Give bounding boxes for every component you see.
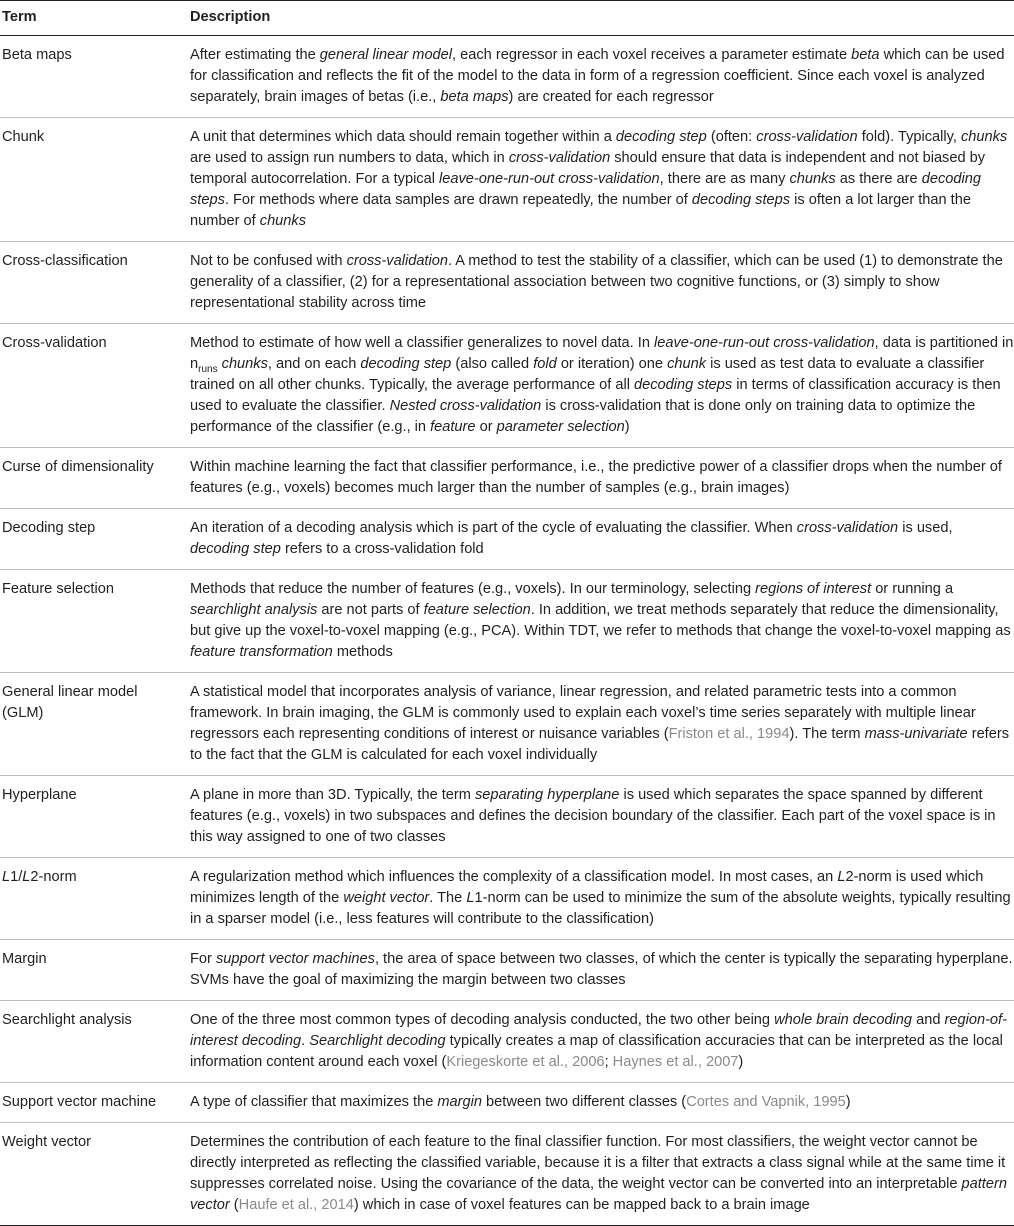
text-segment: ( bbox=[229, 1197, 239, 1213]
text-segment: ) bbox=[845, 1094, 851, 1110]
text-segment: Determines the contribution of each feature to the final classifier function. For most classifiers, the weight vector cannot be directly interpreted as reflecting the classified variable, because it is a filter that extracts a class signal while at the same time it suppresses correlated noise. Using the covariance of the data, the weight vector can be converted into an interpretable bbox=[190, 1134, 1006, 1192]
text-segment: ) bbox=[624, 419, 630, 435]
text-segment: should ensure that data is independent and not biased by temporal autocorrelation. For a typical bbox=[190, 150, 986, 187]
text-segment: General linear model (GLM) bbox=[2, 684, 138, 721]
italic-term: leave-one-run-out cross-validation bbox=[654, 335, 875, 351]
italic-term: separating hyperplane bbox=[475, 787, 620, 803]
text-segment: ). The term bbox=[789, 726, 865, 742]
text-segment: Curse of dimensionality bbox=[2, 459, 154, 475]
text-segment: Not to be confused with bbox=[190, 253, 347, 269]
italic-term: L bbox=[466, 890, 475, 906]
table-row bbox=[0, 1083, 1014, 1123]
text-segment: A type of classifier that maximizes the bbox=[190, 1094, 438, 1110]
text-segment: refers to the fact that the GLM is calculated for each voxel individually bbox=[190, 726, 1010, 763]
text-segment: A plane in more than 3D. Typically, the term bbox=[190, 787, 475, 803]
subscript: runs bbox=[198, 363, 218, 375]
term-cell bbox=[0, 570, 188, 673]
citation-link[interactable]: Friston et al., 1994 bbox=[668, 726, 790, 742]
text-segment: , there are as many bbox=[659, 171, 790, 187]
text-segment: are not parts of bbox=[317, 602, 424, 618]
italic-term: Searchlight decoding bbox=[309, 1033, 446, 1049]
italic-term: L bbox=[2, 869, 11, 885]
text-segment: 2-norm is used which minimizes length of the bbox=[190, 869, 984, 906]
text-segment: (also called bbox=[451, 356, 534, 372]
italic-term: whole brain decoding bbox=[774, 1012, 913, 1028]
italic-term: chunks bbox=[960, 129, 1008, 145]
citation-link[interactable]: Haynes et al., 2007 bbox=[612, 1054, 739, 1070]
text-segment: typically creates a map of classification accuracies that can be interpreted as the local information content around each voxel ( bbox=[190, 1033, 1003, 1070]
term-cell bbox=[0, 1083, 188, 1123]
header-row bbox=[0, 1, 1014, 36]
text-segment: is often a lot larger than the number of bbox=[190, 192, 971, 229]
italic-term: feature bbox=[430, 419, 476, 435]
text-segment: . bbox=[301, 1033, 310, 1049]
text-segment: methods bbox=[332, 644, 393, 660]
text-segment: and bbox=[912, 1012, 945, 1028]
term-cell bbox=[0, 118, 188, 242]
table-row bbox=[0, 509, 1014, 570]
text-segment: or bbox=[475, 419, 497, 435]
text-segment: is used which separates the space spanned by different features (e.g., voxels) in two subspaces and defines the decision boundary of the classifier. Each part of the voxel space is in this way assigned to one of two classes bbox=[190, 787, 996, 845]
text-segment: as there are bbox=[835, 171, 922, 187]
table-row bbox=[0, 673, 1014, 776]
italic-term: Nested cross-validation bbox=[389, 398, 542, 414]
description-cell bbox=[188, 673, 1014, 776]
text-segment: ; bbox=[604, 1054, 613, 1070]
italic-term: regions of interest bbox=[755, 581, 872, 597]
text-segment: Searchlight analysis bbox=[2, 1012, 132, 1028]
description-cell bbox=[188, 858, 1014, 940]
table-row bbox=[0, 448, 1014, 509]
description-cell bbox=[188, 1083, 1014, 1123]
description-cell bbox=[188, 1001, 1014, 1083]
description-cell bbox=[188, 448, 1014, 509]
text-segment: ) are created for each regressor bbox=[508, 89, 714, 105]
italic-term: decoding steps bbox=[691, 192, 791, 208]
term-cell bbox=[0, 1001, 188, 1083]
term-cell bbox=[0, 448, 188, 509]
table-row bbox=[0, 118, 1014, 242]
text-segment: 1/ bbox=[10, 869, 23, 885]
text-segment: Margin bbox=[2, 951, 47, 967]
description-cell bbox=[188, 118, 1014, 242]
description-cell bbox=[188, 242, 1014, 324]
text-segment: A statistical model that incorporates analysis of variance, linear regression, and related parametric tests into a common framework. In brain imaging, the GLM is commonly used to explain each voxel’s time series separately with multiple linear regressors each representing conditions of interest or nuisance variables ( bbox=[190, 684, 976, 742]
table-row bbox=[0, 36, 1014, 118]
italic-term: cross-validation bbox=[756, 129, 858, 145]
italic-term: chunk bbox=[667, 356, 707, 372]
text-segment: . In addition, we treat methods separately that reduce the dimensionality, but give up the voxel-to-voxel mapping (e.g., PCA). Within TDT, we refer to methods that change the voxel-to-voxel mapping as bbox=[190, 602, 1011, 639]
italic-term: leave-one-run-out cross-validation bbox=[439, 171, 660, 187]
text-segment: are used to assign run numbers to data, which in bbox=[190, 150, 509, 166]
text-segment: Beta maps bbox=[2, 47, 72, 63]
italic-term: chunks bbox=[259, 213, 307, 229]
text-segment: . A method to test the stability of a classifier, which can be used (1) to demonstrate the generality of a classifier, (2) for a representational association between two cognitive functions, or (3) simply to show representational stability across time bbox=[190, 253, 1003, 311]
text-segment: (often: bbox=[706, 129, 757, 145]
term-cell bbox=[0, 36, 188, 118]
italic-term: cross-validation bbox=[796, 520, 899, 536]
table-row bbox=[0, 1123, 1014, 1226]
text-segment: , and on each bbox=[267, 356, 361, 372]
text-segment: Feature selection bbox=[2, 581, 114, 597]
text-segment: Chunk bbox=[2, 129, 45, 145]
italic-term: feature selection bbox=[423, 602, 531, 618]
table-row bbox=[0, 940, 1014, 1001]
text-segment: Method to estimate of how well a classifier generalizes to novel data. In bbox=[190, 335, 654, 351]
description-column-header: Description bbox=[188, 1, 1014, 36]
italic-term: region-of-interest decoding bbox=[190, 1012, 1007, 1049]
citation-link[interactable]: Cortes and Vapnik, 1995 bbox=[686, 1094, 846, 1110]
table-row bbox=[0, 324, 1014, 448]
text-segment: Hyperplane bbox=[2, 787, 77, 803]
text-segment: Within machine learning the fact that classifier performance, i.e., the predictive power of a classifier drops when the number of features (e.g., voxels) becomes much larger than the number of samples (e.g., brain images) bbox=[190, 459, 1002, 496]
term-cell bbox=[0, 940, 188, 1001]
table-row bbox=[0, 776, 1014, 858]
italic-term: cross-validation bbox=[346, 253, 448, 269]
text-segment: . The bbox=[429, 890, 467, 906]
table-header bbox=[0, 1, 1014, 36]
description-cell bbox=[188, 36, 1014, 118]
text-segment: One of the three most common types of decoding analysis conducted, the two other being bbox=[190, 1012, 775, 1028]
italic-term: pattern vector bbox=[190, 1176, 1007, 1213]
italic-term: decoding step bbox=[360, 356, 452, 372]
italic-term: L bbox=[837, 869, 846, 885]
text-segment: is used, bbox=[898, 520, 953, 536]
table-body bbox=[0, 36, 1014, 1226]
term-column-header: Term bbox=[0, 1, 188, 36]
italic-term: cross-validation bbox=[508, 150, 611, 166]
italic-term: decoding step bbox=[615, 129, 707, 145]
citation-link[interactable]: Kriegeskorte et al., 2006 bbox=[446, 1054, 605, 1070]
citation-link[interactable]: Haufe et al., 2014 bbox=[238, 1197, 354, 1213]
italic-term: mass-univariate bbox=[864, 726, 968, 742]
text-segment: Cross-classification bbox=[2, 253, 128, 269]
table-row bbox=[0, 242, 1014, 324]
text-segment: ) bbox=[738, 1054, 744, 1070]
term-cell bbox=[0, 242, 188, 324]
table-row bbox=[0, 858, 1014, 940]
description-cell bbox=[188, 776, 1014, 858]
text-segment: A unit that determines which data should remain together within a bbox=[190, 129, 616, 145]
description-cell bbox=[188, 940, 1014, 1001]
italic-term: searchlight analysis bbox=[190, 602, 318, 618]
italic-term: decoding steps bbox=[634, 377, 733, 393]
term-cell bbox=[0, 673, 188, 776]
italic-term: chunks bbox=[789, 171, 836, 187]
italic-term: beta bbox=[851, 47, 880, 63]
text-segment: in terms of classification accuracy is then used to evaluate the classifier. bbox=[190, 377, 1001, 414]
text-segment: . For methods where data samples are drawn repeatedly, the number of bbox=[224, 192, 692, 208]
text-segment: , the area of space between two classes, of which the center is typically the separating hyperplane. SVMs have the goal of maximizing the margin between two classes bbox=[190, 951, 1013, 988]
table-row bbox=[0, 1001, 1014, 1083]
description-cell bbox=[188, 509, 1014, 570]
term-cell bbox=[0, 324, 188, 448]
text-segment: Weight vector bbox=[2, 1134, 91, 1150]
term-cell bbox=[0, 776, 188, 858]
term-cell bbox=[0, 509, 188, 570]
text-segment: Support vector machine bbox=[2, 1094, 157, 1110]
text-segment: is cross-validation that is done only on training data to optimize the performance of the classifier (e.g., in bbox=[190, 398, 976, 435]
text-segment: 2-norm bbox=[30, 869, 77, 885]
text-segment: 1-norm can be used to minimize the sum of the absolute weights, typically resulting in a sparser model (i.e., less features will contribute to the classification) bbox=[190, 890, 1011, 927]
text-segment: Methods that reduce the number of features (e.g., voxels). In our terminology, selecting bbox=[190, 581, 756, 597]
text-segment: Decoding step bbox=[2, 520, 96, 536]
text-segment: fold). Typically, bbox=[857, 129, 961, 145]
text-segment: or iteration) one bbox=[556, 356, 668, 372]
italic-term: general linear model bbox=[319, 47, 453, 63]
italic-term: L bbox=[22, 869, 31, 885]
term-cell bbox=[0, 1123, 188, 1226]
text-segment: refers to a cross-validation fold bbox=[280, 541, 484, 557]
italic-term: parameter selection bbox=[496, 419, 625, 435]
text-segment: Cross-validation bbox=[2, 335, 107, 351]
text-segment: is used as test data to evaluate a classifier trained on all other chunks. Typically, the average performance of all bbox=[190, 356, 985, 393]
description-cell bbox=[188, 324, 1014, 448]
italic-term: weight vector bbox=[343, 890, 430, 906]
italic-term: beta maps bbox=[440, 89, 509, 105]
italic-term: feature transformation bbox=[190, 644, 333, 660]
italic-term: support vector machines bbox=[215, 951, 375, 967]
text-segment: , each regressor in each voxel receives a parameter estimate bbox=[452, 47, 852, 63]
text-segment: or running a bbox=[871, 581, 954, 597]
text-segment: ) which in case of voxel features can be mapped back to a brain image bbox=[353, 1197, 810, 1213]
description-cell bbox=[188, 1123, 1014, 1226]
text-segment: which can be used for classification and reflects the fit of the model to the data in form of a regression coefficient. Since each voxel is analyzed separately, brain images of betas (i.e., bbox=[190, 47, 1005, 105]
text-segment: For bbox=[190, 951, 216, 967]
text-segment: An iteration of a decoding analysis which is part of the cycle of evaluating the classifier. When bbox=[190, 520, 797, 536]
italic-term: decoding step bbox=[190, 541, 281, 557]
term-cell bbox=[0, 858, 188, 940]
italic-term: decoding steps bbox=[190, 171, 981, 208]
text-segment: After estimating the bbox=[190, 47, 320, 63]
table-row bbox=[0, 570, 1014, 673]
text-segment: between two different classes ( bbox=[482, 1094, 687, 1110]
italic-term: fold bbox=[533, 356, 557, 372]
text-segment: A regularization method which influences the complexity of a classification model. In most cases, an bbox=[190, 869, 838, 885]
description-cell bbox=[188, 570, 1014, 673]
italic-term: margin bbox=[437, 1094, 482, 1110]
text-segment: , data is partitioned in n bbox=[190, 335, 1014, 372]
italic-term: chunks bbox=[221, 356, 268, 372]
